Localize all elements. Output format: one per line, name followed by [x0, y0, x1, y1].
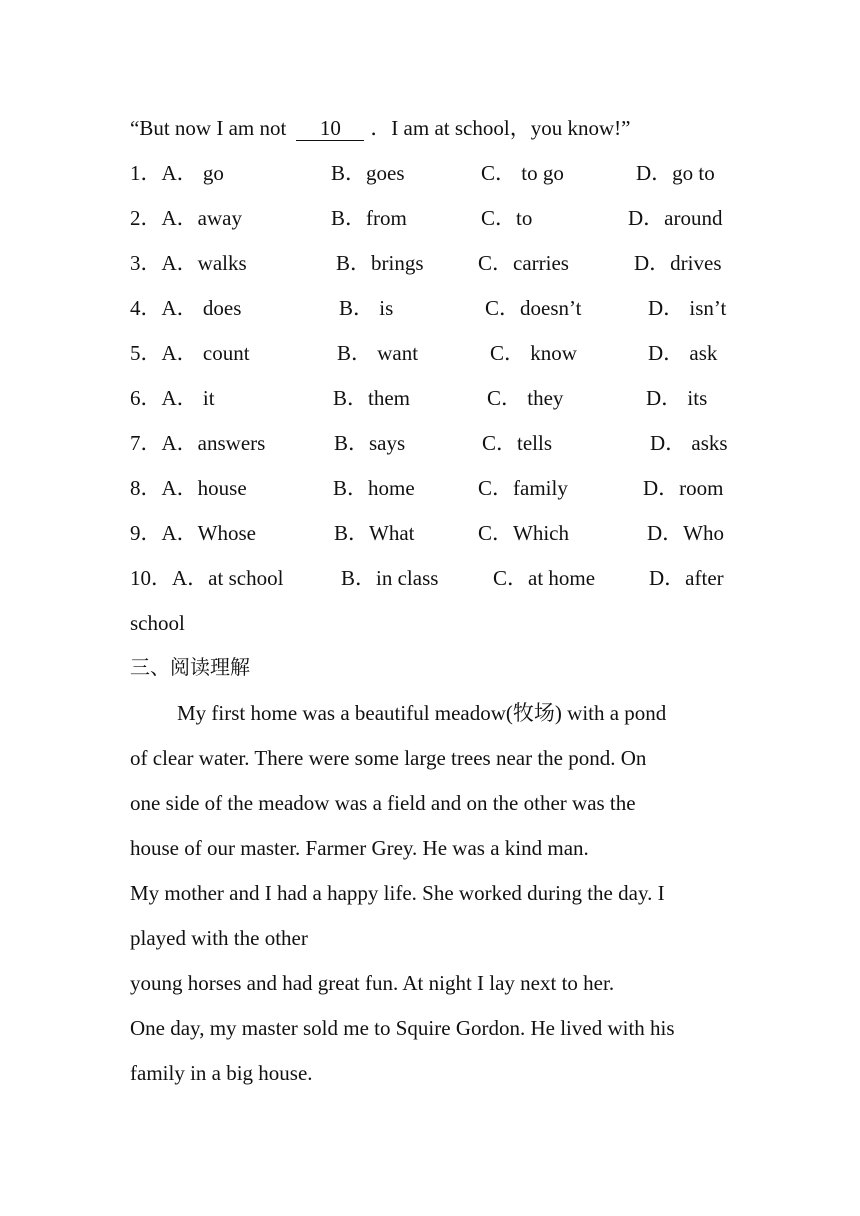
option-b: B．from [331, 206, 407, 230]
question-number: 9． [130, 521, 162, 545]
option-d: D．drives [634, 251, 722, 275]
question-number-and-option-a [130, 433, 265, 454]
passage-line: of clear water. There were some large trees near the pond. On [130, 746, 647, 770]
option-c: C．carries [478, 251, 569, 275]
question-number-and-option-a [130, 478, 247, 499]
question-row-8 [0, 478, 860, 502]
option-c: C．at home [493, 566, 596, 590]
question-number: 4． [130, 296, 162, 320]
option-c: C． they [487, 386, 564, 410]
passage-line: My mother and I had a happy life. She worked during the day. I [130, 881, 665, 905]
question-row-3 [0, 253, 860, 277]
question-row-9 [0, 523, 860, 547]
option-a: A．walks [161, 251, 247, 275]
option-b: B． want [337, 341, 419, 365]
option-c: C．doesn’t [485, 296, 582, 320]
option-d: D． ask [648, 341, 718, 365]
question-row-7 [0, 433, 860, 457]
intro-after: ．I am at school，you know!” [370, 116, 631, 140]
intro-before: “But now I am not [130, 116, 287, 140]
option-d: D．after [649, 566, 724, 590]
question-number-and-option-a [130, 388, 215, 409]
question-number-and-option-a [130, 343, 250, 364]
passage-line: played with the other [130, 926, 308, 950]
passage-line: house of our master. Farmer Grey. He was a kind man. [130, 836, 589, 860]
option-b: B．home [333, 476, 415, 500]
question-number: 10． [130, 566, 172, 590]
option-b: B．them [333, 386, 410, 410]
option-c: C．Which [478, 521, 569, 545]
question-number: 3． [130, 251, 162, 275]
section-heading: 三、阅读理解 [130, 655, 250, 679]
option-b: B．in class [341, 566, 439, 590]
option-d: D． asks [650, 431, 728, 455]
question-row-5 [0, 343, 860, 367]
question-number: 7． [130, 431, 162, 455]
question-number-and-option-a [130, 298, 241, 319]
question-number: 2． [130, 206, 162, 230]
question-row-10 [0, 568, 860, 592]
option-c: C． to go [481, 161, 564, 185]
option-a: A．at school [172, 566, 284, 590]
option-d: D．room [643, 476, 724, 500]
question-number: 8． [130, 476, 162, 500]
option-d: D． isn’t [648, 296, 727, 320]
question-number-and-option-a [130, 253, 247, 274]
option-b: B．What [334, 521, 415, 545]
intro-sentence [130, 118, 630, 141]
question-number-and-option-a [130, 523, 256, 544]
question-row-1 [0, 163, 860, 187]
option-c: C．tells [482, 431, 553, 455]
passage-line: one side of the meadow was a field and on the other was the [130, 791, 636, 815]
question-number-and-option-a [130, 163, 224, 184]
question-row-2 [0, 208, 860, 232]
answer-blank-10: 10 [296, 118, 364, 141]
option-d: D．around [628, 206, 723, 230]
option-a: A．answers [161, 431, 266, 455]
option-c: C． know [490, 341, 577, 365]
option-b: B．brings [336, 251, 424, 275]
question-10-wrap-text: school [130, 611, 185, 635]
question-number-and-option-a [130, 568, 283, 589]
option-c: C．family [478, 476, 568, 500]
question-number: 5． [130, 341, 162, 365]
question-number: 1． [130, 161, 162, 185]
question-number: 6． [130, 386, 162, 410]
question-number-and-option-a [130, 208, 242, 229]
option-b: B．goes [331, 161, 405, 185]
option-a: A． go [161, 161, 224, 185]
option-a: A．Whose [161, 521, 256, 545]
option-a: A． it [161, 386, 215, 410]
option-b: B．says [334, 431, 406, 455]
passage-line: family in a big house. [130, 1061, 313, 1085]
question-row-6 [0, 388, 860, 412]
option-d: D．go to [636, 161, 715, 185]
passage-line: young horses and had great fun. At night I lay next to her. [130, 971, 615, 995]
option-a: A．away [161, 206, 242, 230]
option-d: D． its [646, 386, 708, 410]
option-a: A． count [161, 341, 250, 365]
question-row-4 [0, 298, 860, 322]
passage-line: One day, my master sold me to Squire Gordon. He lived with his [130, 1016, 675, 1040]
passage-line: My first home was a beautiful meadow(牧场) with a pond [177, 701, 667, 725]
option-b: B． is [339, 296, 394, 320]
option-a: A．house [161, 476, 247, 500]
option-c: C．to [481, 206, 533, 230]
option-a: A． does [161, 296, 242, 320]
option-d: D．Who [647, 521, 724, 545]
